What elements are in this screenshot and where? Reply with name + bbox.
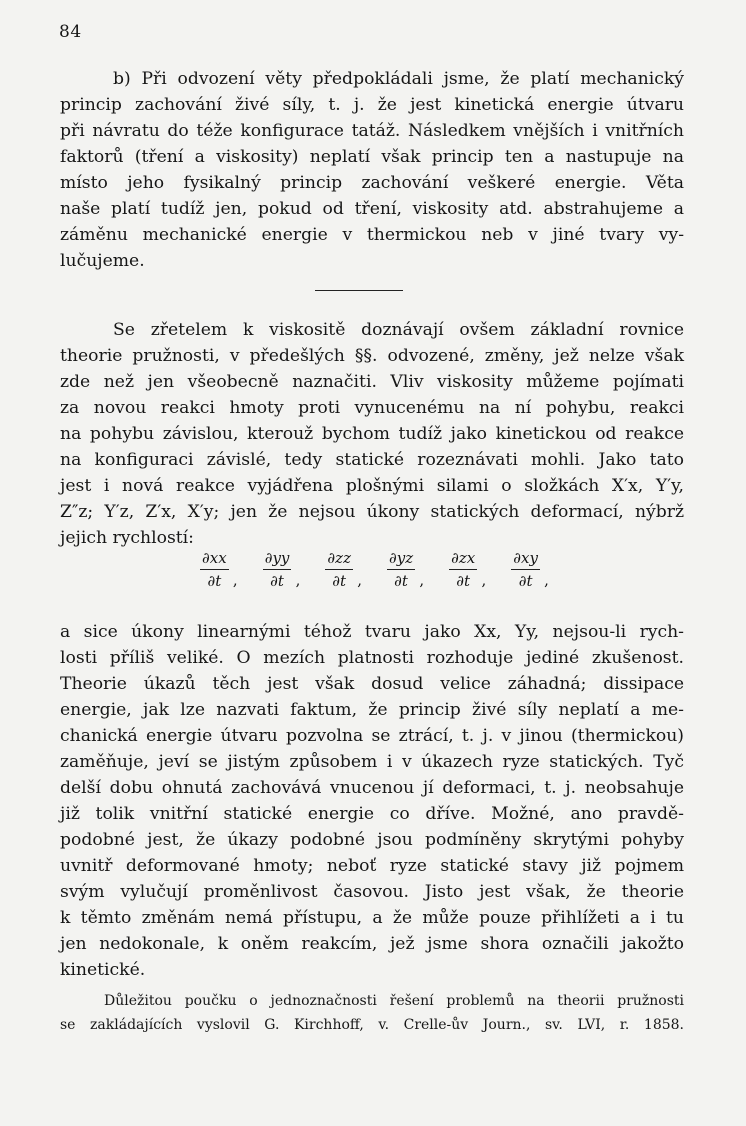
text-line: zde než jen všeobecně naznačiti. Vliv viskosity můžeme pojímati [60,372,684,392]
text-line: naše platí tudíž jen, pokud od tření, viskosity atd. abstrahujeme a [60,199,684,219]
text-line: Theorie úkazů těch jest však dosud velice záhadná; dissipace [60,674,684,694]
text-line: theorie pružnosti, v předešlých §§. odvozené, změny, jež nelze však [60,346,684,366]
text-line: podobné jest, že úkazy podobné jsou podmíněny skrytými pohyby [60,830,684,850]
derivative-equation-row [200,549,549,605]
derivative-fraction: ∂xy ∂t , [513,549,549,590]
text-line: k těmto změnám nemá přístupu, a že může pouze přihlížeti a i tu [60,908,684,928]
text-line: místo jeho fysikalný princip zachování veškeré energie. Věta [60,173,684,193]
text-line: za novou reakci hmoty proti vynucenému na ní pohybu, reakci [60,398,684,418]
fraction-denominator: ∂t [456,572,471,590]
text-line: delší dobu ohnutá zachovává vnucenou jí deformaci, t. j. neobsahuje [60,778,684,798]
page-number: 84 [59,22,82,42]
text-line: jest i nová reakce vyjádřena plošnými silami o složkách X′x, Y′y, [60,476,684,496]
fraction-numerator: ∂yy [263,549,292,570]
text-line: b) Při odvození věty předpokládali jsme, že platí mechanický [113,69,684,89]
text-line: uvnitř deformované hmoty; neboť ryze statické stavy již pojmem [60,856,684,876]
text-line: princip zachování živé síly, t. j. že jest kinetická energie útvaru [60,95,684,115]
text-line: při návratu do téže konfigurace tatáž. Následkem vnějších i vnitřních [60,121,684,141]
text-line: chanická energie útvaru pozvolna se ztrácí, t. j. v jinou (thermickou) [60,726,684,746]
fraction-denominator: ∂t [332,572,347,590]
footnote-line: Důležitou poučku o jednoznačnosti řešení problemů na theorii pružnosti [104,993,684,1009]
fraction-numerator: ∂zx [449,549,477,570]
text-line: losti příliš veliké. O mezích platnosti rozhoduje jediné zkušenost. [60,648,684,668]
text-line: jejich rychlostí: [60,528,194,548]
derivative-fraction: ∂yz ∂t , [388,549,425,590]
derivative-fraction: ∂xx ∂t , [202,549,238,590]
text-line: lučujeme. [60,251,145,271]
fraction-numerator: ∂xx [200,549,229,570]
text-line: Se zřetelem k viskositě doznávají ovšem základní rovnice [113,320,684,340]
fraction-numerator: ∂xy [511,549,540,570]
text-line: zaměňuje, jeví se jistým způsobem i v úkazech ryze statických. Tyč [60,752,684,772]
text-line: Z″z; Y′z, Z′x, X′y; jen že nejsou úkony statických deformací, nýbrž [60,502,684,522]
derivative-fraction: ∂zz ∂t , [327,549,362,590]
text-line: záměnu mechanické energie v thermickou neb v jiné tvary vy- [60,225,684,245]
text-line: svým vylučují proměnlivost časovou. Jisto jest však, že theorie [60,882,684,902]
derivative-fraction: ∂yy ∂t , [264,549,301,590]
fraction-numerator: ∂zz [325,549,353,570]
text-line: na pohybu závislou, kterouž bychom tudíž jako kinetickou od reakce [60,424,684,444]
text-line: a sice úkony linearnými téhož tvaru jako Xx, Yy, nejsou-li rych- [60,622,684,642]
text-line: jen nedokonale, k oněm reakcím, jež jsme shora označili jakožto [60,934,684,954]
fraction-denominator: ∂t [270,572,284,590]
text-line: již tolik vnitřní statické energie co dříve. Možné, ano pravdě- [60,804,684,824]
fraction-denominator: ∂t [518,572,533,590]
text-line: na konfiguraci závislé, tedy statické rozeznávati mohli. Jako tato [60,450,684,470]
derivative-fraction: ∂zx ∂t , [451,549,487,590]
text-line: faktorů (tření a viskosity) neplatí však princip ten a nastupuje na [60,147,684,167]
text-line: kinetické. [60,960,146,980]
footnote-line: se zakládajících vyslovil G. Kirchhoff, v. Crelle-ův Journ., sv. LVI, r. 1858. [60,1017,684,1033]
fraction-denominator: ∂t [394,572,408,590]
text-line: energie, jak lze nazvati faktum, že princip živé síly neplatí a me- [60,700,684,720]
fraction-denominator: ∂t [207,572,222,590]
fraction-numerator: ∂yz [387,549,415,570]
section-divider [315,290,403,291]
